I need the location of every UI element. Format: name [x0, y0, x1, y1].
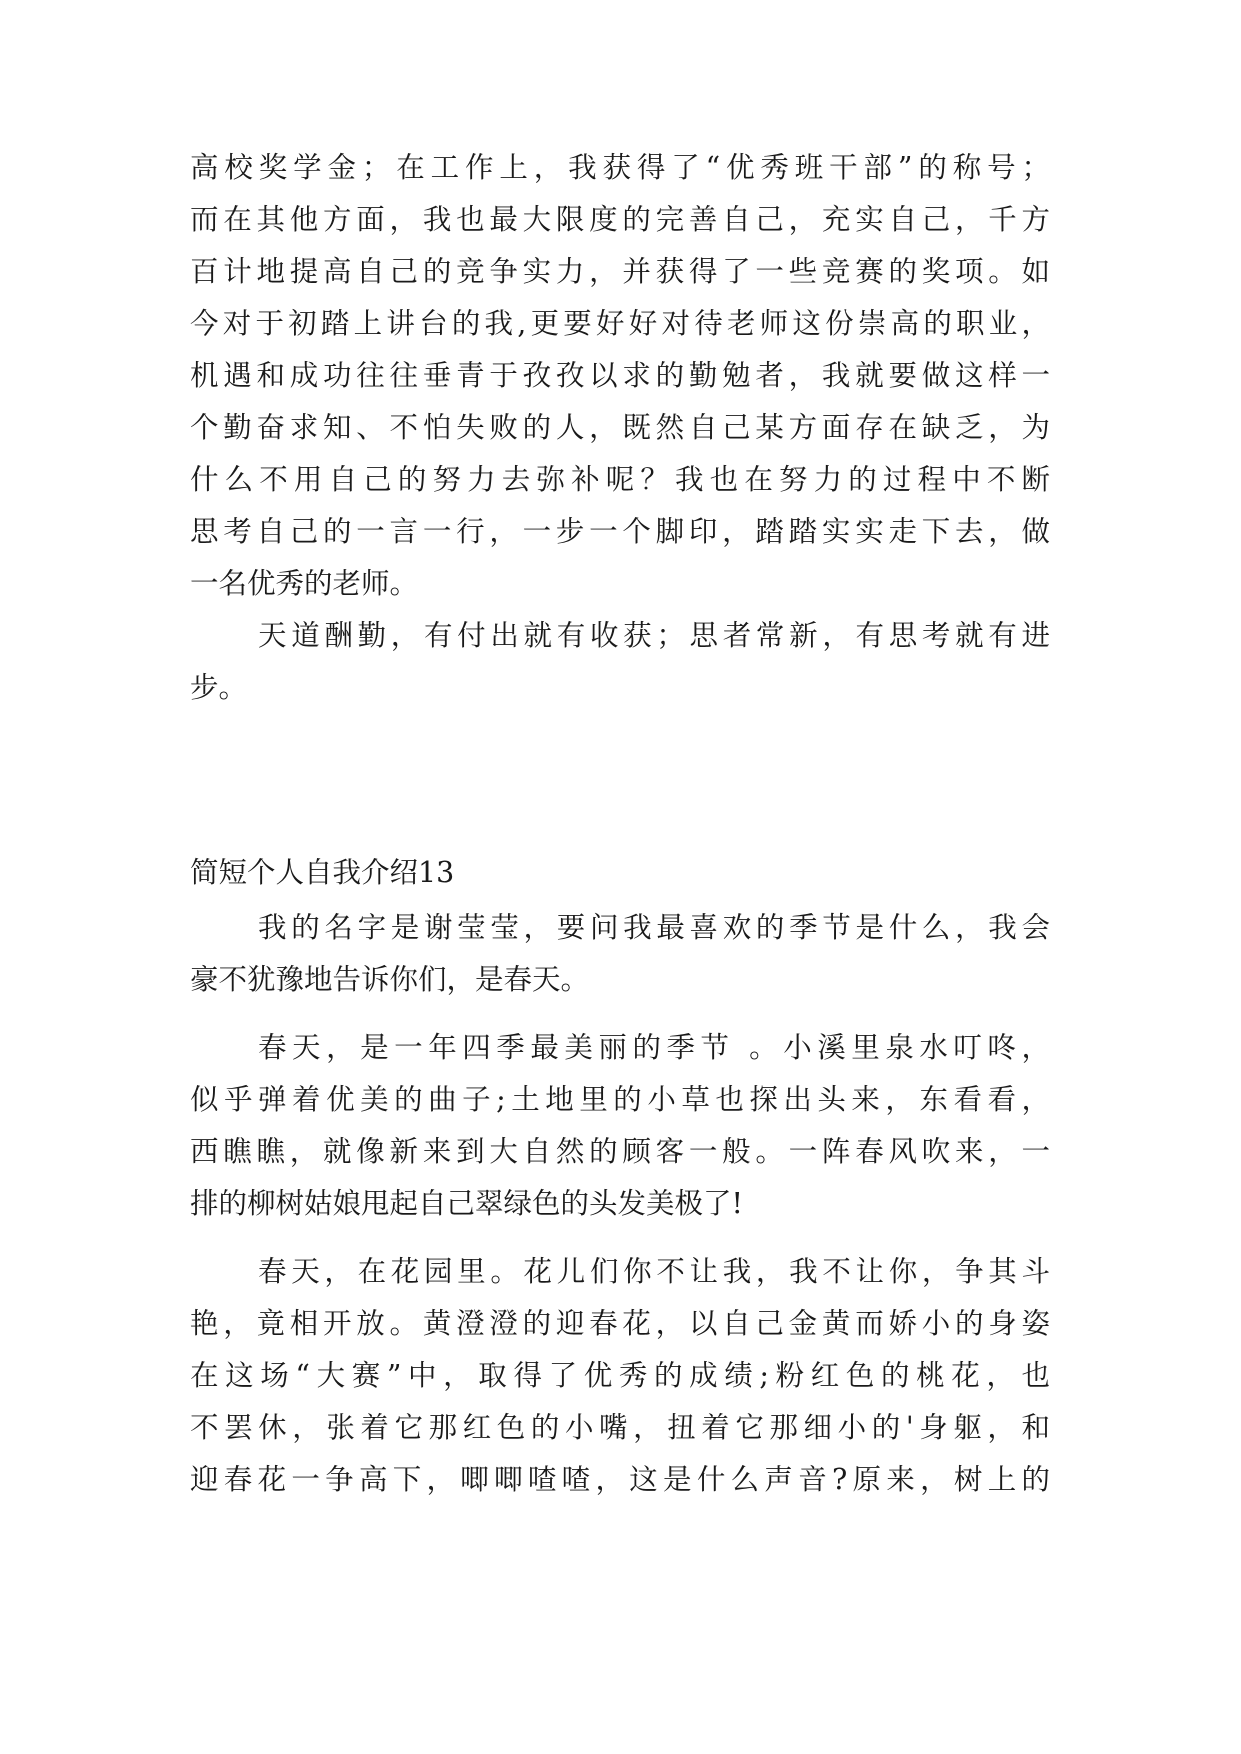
text-line: 迎春花一争高下，唧唧喳喳，这是什么声音?原来，树上的 — [190, 1463, 1050, 1496]
text-line: 一名优秀的老师。 — [190, 567, 419, 600]
text-line: 艳，竟相开放。黄澄澄的迎春花，以自己金黄而娇小的身姿 — [190, 1307, 1050, 1340]
text-line: 豪不犹豫地告诉你们，是春天。 — [190, 963, 590, 996]
text-line: 步。 — [190, 671, 248, 704]
text-line: 思考自己的一言一行，一步一个脚印，踏踏实实走下去，做 — [190, 515, 1050, 548]
text-line: 西瞧瞧，就像新来到大自然的顾客一般。一阵春风吹来，一 — [190, 1135, 1050, 1168]
text-line: 不罢休，张着它那红色的小嘴，扭着它那细小的'身躯，和 — [190, 1411, 1050, 1444]
text-line: 机遇和成功往往垂青于孜孜以求的勤勉者，我就要做这样一 — [190, 359, 1050, 392]
text-line: 我的名字是谢莹莹，要问我最喜欢的季节是什么，我会 — [258, 911, 1050, 944]
text-line: 排的柳树姑娘甩起自己翠绿色的头发美极了! — [190, 1187, 743, 1220]
text-line: 什么不用自己的努力去弥补呢？我也在努力的过程中不断 — [190, 463, 1050, 496]
text-line: 春天，在花园里。花儿们你不让我，我不让你，争其斗 — [258, 1255, 1050, 1288]
text-line: 在这场“大赛”中，取得了优秀的成绩;粉红色的桃花，也 — [190, 1359, 1050, 1392]
text-line: 春天，是一年四季最美丽的季节 。小溪里泉水叮咚， — [258, 1031, 1050, 1064]
text-line: 高校奖学金；在工作上，我获得了“优秀班干部”的称号； — [190, 151, 1050, 184]
text-line: 似乎弹着优美的曲子;土地里的小草也探出头来，东看看， — [190, 1083, 1050, 1116]
text-line: 今对于初踏上讲台的我,更要好好对待老师这份崇高的职业， — [190, 307, 1050, 340]
text-line: 天道酬勤，有付出就有收获；思者常新，有思考就有进 — [258, 619, 1050, 652]
text-line: 百计地提高自己的竞争实力，并获得了一些竞赛的奖项。如 — [190, 255, 1050, 288]
section-heading: 简短个人自我介绍13 — [190, 856, 455, 889]
text-line: 而在其他方面，我也最大限度的完善自己，充实自己，千方 — [190, 203, 1050, 236]
text-line: 个勤奋求知、不怕失败的人，既然自己某方面存在缺乏，为 — [190, 411, 1050, 444]
